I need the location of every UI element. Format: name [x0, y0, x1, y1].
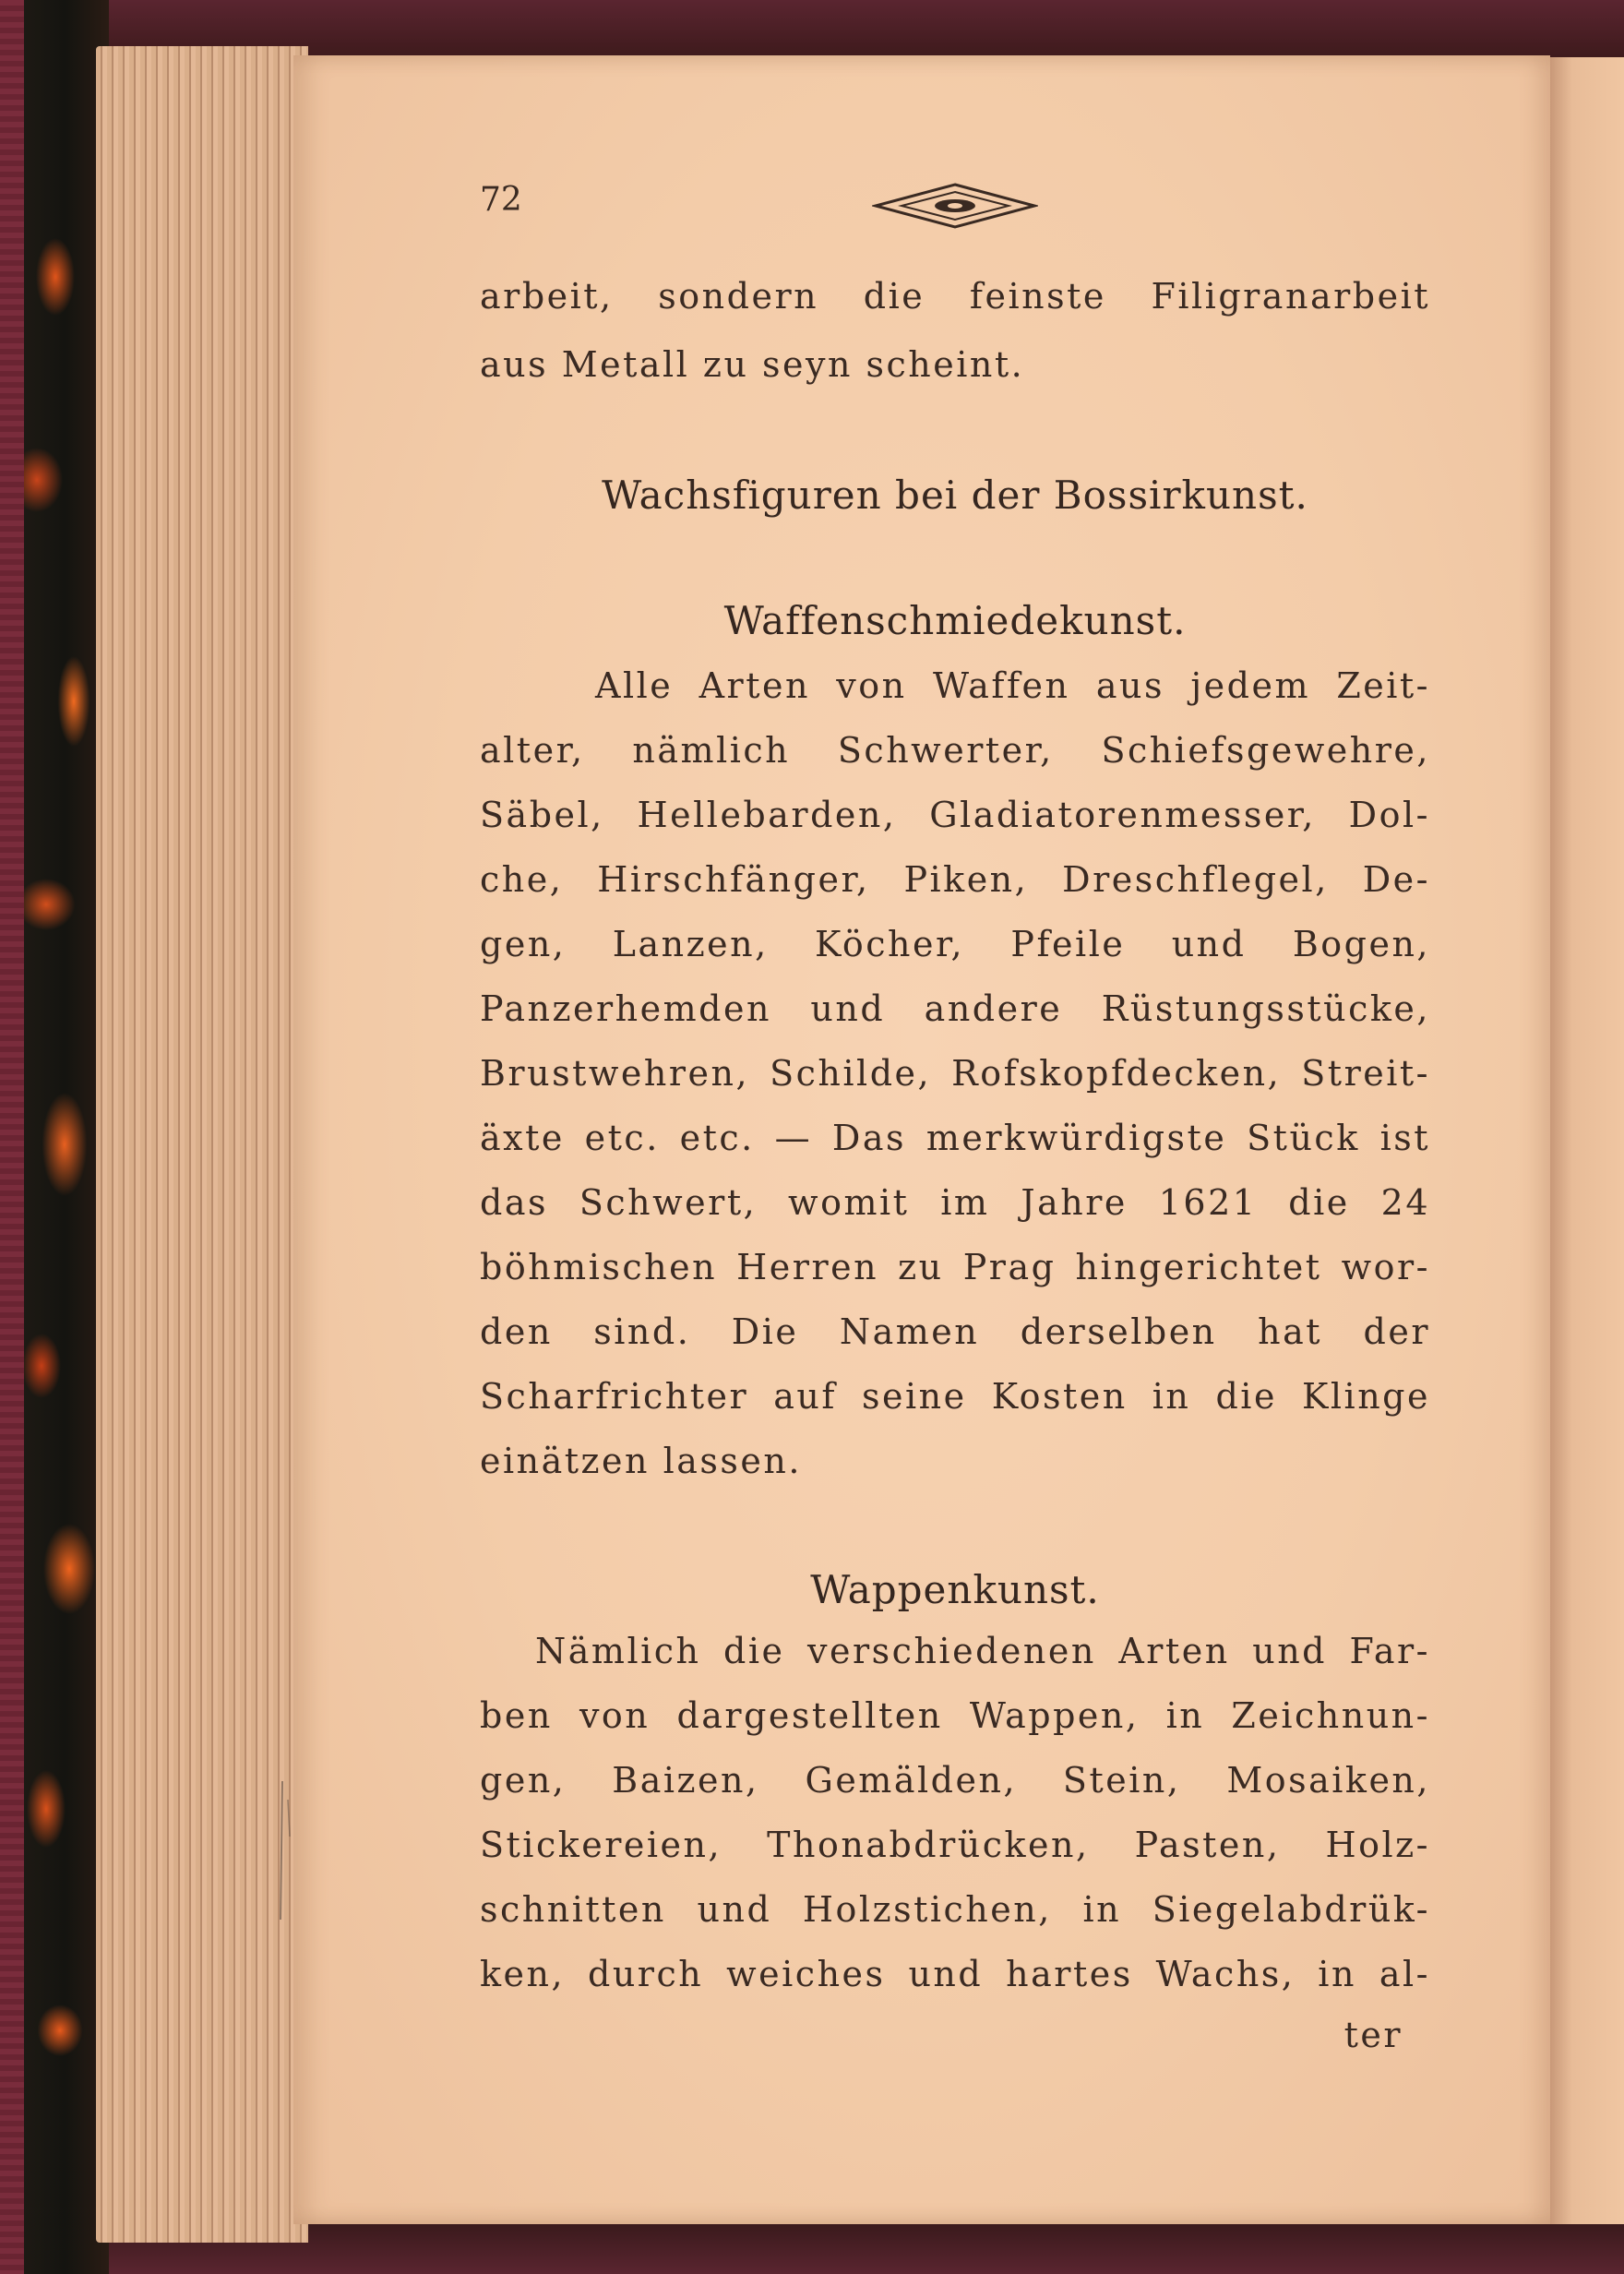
diamond-ornament-icon [872, 181, 1038, 231]
text-line: Nämlich die verschiedenen Arten und Far- [535, 1631, 1430, 1671]
text-line: gen, Lanzen, Köcher, Pfeile und Bogen, [480, 924, 1430, 964]
text-line: Alle Arten von Waffen aus jedem Zeit- [595, 665, 1430, 706]
text-line: gen, Baizen, Gemälden, Stein, Mosaiken, [480, 1760, 1430, 1801]
text-line: äxte etc. etc. — Das merkwürdigste Stück ist [480, 1118, 1430, 1158]
text-line: einätzen lassen. [480, 1441, 802, 1481]
text-line: Stickereien, Thonabdrücken, Pasten, Holz- [480, 1825, 1430, 1865]
facing-page-edge [1550, 57, 1624, 2224]
text-line: den sind. Die Namen derselben hat der [480, 1311, 1430, 1352]
text-line: Scharfrichter auf seine Kosten in die Klinge [480, 1376, 1430, 1417]
text-line: ken, durch weiches und hartes Wachs, in al- [480, 1954, 1430, 1994]
section-heading: Wachsfiguren bei der Bossirkunst. [602, 473, 1308, 518]
text-line: arbeit, sondern die feinste Filigranarbeit [480, 276, 1430, 317]
text-line: Brustwehren, Schilde, Rofskopfdecken, Streit- [480, 1053, 1430, 1094]
page-number: 72 [480, 181, 522, 219]
text-line: das Schwert, womit im Jahre 1621 die 24 [480, 1182, 1430, 1223]
text-line: böhmischen Herren zu Prag hingerichtet wor- [480, 1247, 1430, 1287]
text-line: Panzerhemden und andere Rüstungsstücke, [480, 988, 1430, 1029]
catchword: ter [1343, 2015, 1403, 2055]
text-line: ben von dargestellten Wappen, in Zeichnun- [480, 1695, 1430, 1736]
text-line: schnitten und Holzstichen, in Siegelabdrük- [480, 1889, 1430, 1930]
text-line: che, Hirschfänger, Piken, Dreschflegel, De- [480, 859, 1430, 900]
text-line: Säbel, Hellebarden, Gladiatorenmesser, Dol- [480, 795, 1430, 835]
text-line: alter, nämlich Schwerter, Schiefsgewehre, [480, 730, 1430, 771]
section-heading: Waffenschmiedekunst. [723, 598, 1187, 643]
cover-spine-edge [0, 0, 24, 2274]
stray-pen-mark-icon [273, 1781, 295, 1920]
text-line: aus Metall zu seyn scheint. [480, 344, 1025, 385]
section-heading: Wappenkunst. [810, 1567, 1100, 1612]
